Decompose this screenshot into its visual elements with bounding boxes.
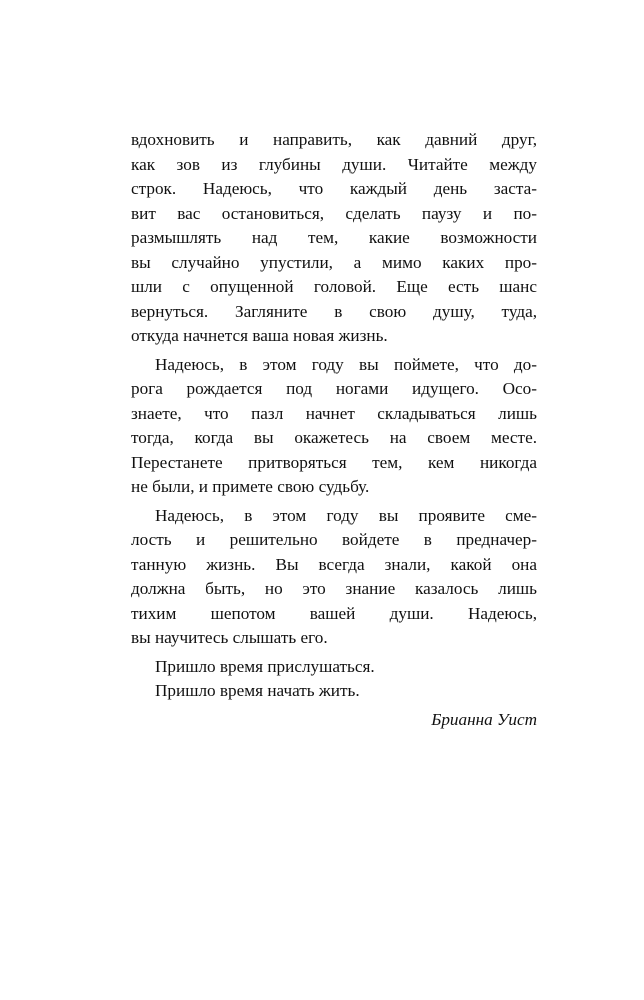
text-line: танную жизнь. Вы всегда знали, какой она <box>131 554 537 574</box>
text-line: размышлять над тем, какие возможности <box>131 228 537 247</box>
paragraph-2 <box>131 353 537 500</box>
text-line: шли с опущенной головой. Еще есть шанс <box>131 277 537 296</box>
text-line: должна быть, но это знание казалось лишь <box>131 579 537 598</box>
author-signature: Брианна Уист <box>431 710 537 729</box>
text-line: Надеюсь, в этом году вы поймете, что до- <box>155 354 537 374</box>
text-line: лость и решительно войдете в предначер- <box>131 530 537 549</box>
text-line: рога рождается под ногами идущего. Осо- <box>131 379 537 398</box>
paragraph-3 <box>131 504 537 651</box>
text-line: не были, и примете свою судьбу. <box>131 477 370 496</box>
paragraph-4 <box>131 655 537 680</box>
text-line: Пришло время прислушаться. <box>155 656 375 676</box>
text-line: тогда, когда вы окажетесь на своем месте. <box>131 428 537 447</box>
text-line: знаете, что пазл начнет складываться лишь <box>131 403 537 423</box>
text-line: Пришло время начать жить. <box>155 681 360 700</box>
paragraph-1 <box>131 128 537 349</box>
page-text <box>131 128 537 704</box>
text-line: строк. Надеюсь, что каждый день заста- <box>131 179 537 198</box>
text-line: вы случайно упустили, а мимо каких про- <box>131 252 537 272</box>
text-line: вы научитесь слышать его. <box>131 628 328 647</box>
text-line: как зов из глубины души. Читайте между <box>131 154 537 174</box>
text-line: Перестанете притворяться тем, кем никогда <box>131 452 537 472</box>
text-line: откуда начнется ваша новая жизнь. <box>131 326 388 345</box>
text-line: вит вас остановиться, сделать паузу и по- <box>131 203 537 223</box>
text-line: тихим шепотом вашей души. Надеюсь, <box>131 603 537 623</box>
text-line: Надеюсь, в этом году вы проявите сме- <box>155 505 537 525</box>
text-line: вернуться. Загляните в свою душу, туда, <box>131 301 537 321</box>
text-line: вдохновить и направить, как давний друг, <box>131 130 537 149</box>
paragraph-5 <box>131 679 537 704</box>
